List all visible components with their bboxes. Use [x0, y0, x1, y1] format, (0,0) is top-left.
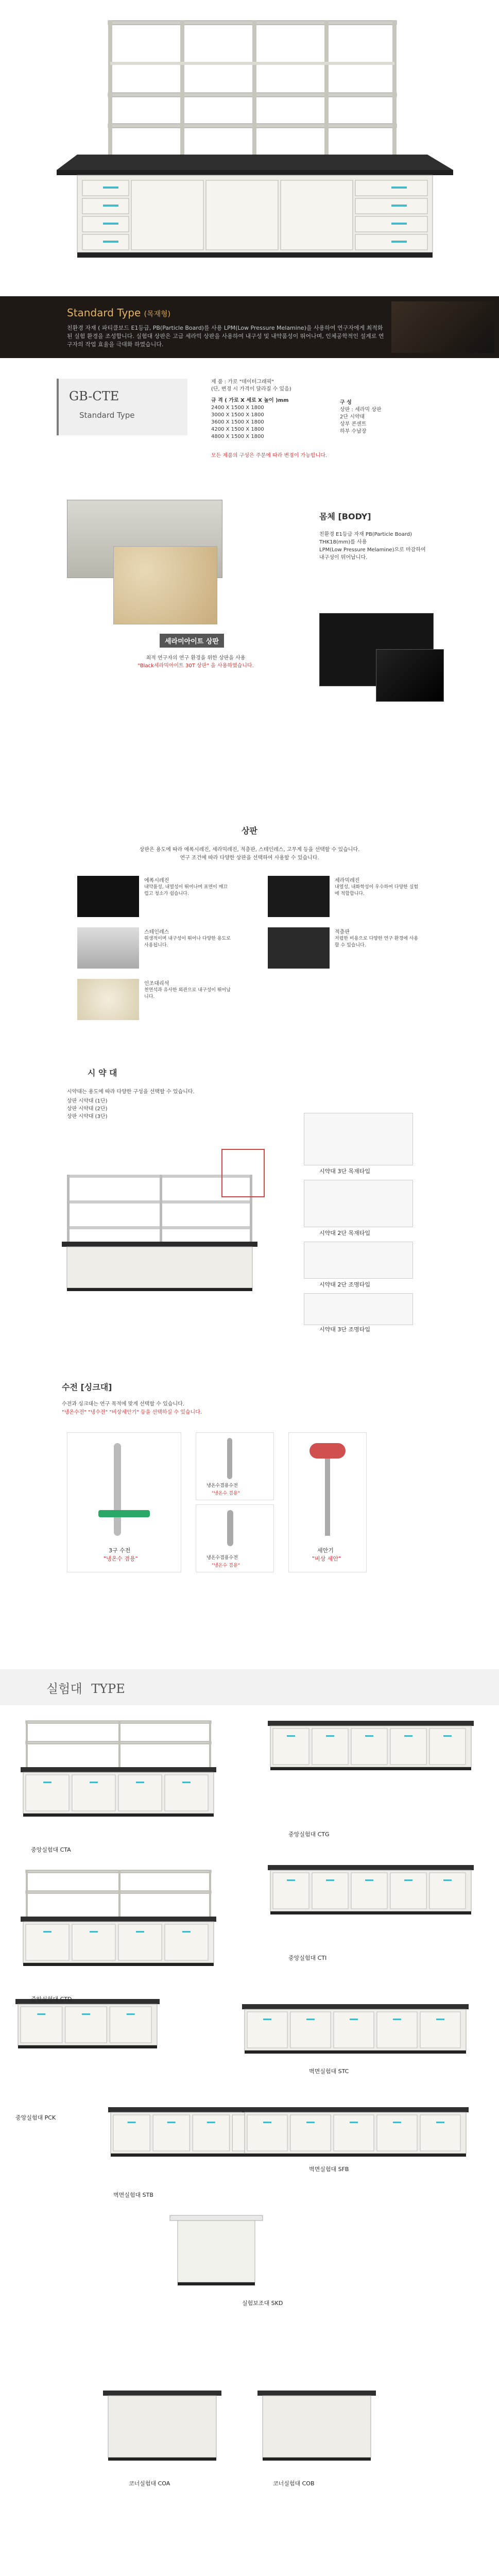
bench-part: [165, 1775, 208, 1811]
bench-part: [127, 2013, 135, 2015]
bench-part: [118, 1924, 162, 1960]
bench-part: [110, 2007, 151, 2043]
type-caption: 코너실험대 COB: [273, 2480, 315, 2487]
bench-part: [273, 1728, 309, 1765]
size-item: 3600 X 1500 X 1800: [211, 419, 264, 425]
bench-part: [72, 1924, 115, 1960]
reagent-thumb: [304, 1293, 413, 1325]
bench-part: [136, 1782, 144, 1783]
faucet-caption: 냉온수겸용수전: [207, 1555, 238, 1561]
bench-part: [390, 1873, 426, 1909]
bench-part: [23, 1814, 214, 1817]
comp-header: 구 성: [340, 400, 352, 405]
size-list: [211, 404, 458, 440]
bench-part: [108, 2458, 216, 2461]
bench-part: [390, 1728, 426, 1765]
faucet-card: [288, 1432, 367, 1572]
bench-part: [23, 1963, 214, 1966]
faucet-card: [67, 1432, 181, 1572]
bench-part: [290, 2115, 331, 2151]
bench-part: [429, 1728, 466, 1765]
bench-part: [270, 1911, 471, 1914]
top-item: [77, 927, 232, 974]
reagent-caption: 시약대 2단 조명타입: [319, 1281, 370, 1288]
types-header: [0, 1669, 499, 1705]
stainless-swatch: [77, 927, 139, 969]
faucet-sub: "냉온수 겸용": [104, 1555, 138, 1562]
top-item-desc: 내약품성, 내열성이 뛰어나며 표면이 매끄럽고 청소가 쉽습니다.: [144, 885, 228, 896]
ceramic-desc: 최적 연구자의 연구 환경을 위한 상판을 사용: [146, 655, 246, 661]
top-item-name: 적층판: [335, 929, 350, 935]
bench-part: [209, 1721, 211, 1767]
bench-part: [209, 1870, 211, 1917]
size-item: 4200 X 1500 X 1800: [211, 427, 264, 432]
sink-intro: 수전과 싱크대는 연구 목적에 맞게 선택할 수 있습니다.: [62, 1401, 184, 1407]
product-label: 제 품 : 가로 "데이터그래픽": [211, 379, 274, 385]
bench-part: [21, 1917, 216, 1922]
bench-part: [404, 1879, 412, 1881]
faucet-card: [196, 1504, 274, 1572]
bench-part: [273, 1873, 309, 1909]
bench-part: [182, 1782, 191, 1783]
size-item: 4800 X 1500 X 1800: [211, 434, 264, 439]
particle-board-photo: [113, 546, 217, 624]
reagent-thumb: [304, 1113, 413, 1165]
reagent-thumb: [304, 1242, 413, 1279]
bench-part: [153, 2115, 190, 2151]
epoxy-swatch: [77, 876, 139, 917]
faucet-caption: 냉온수겸용수전: [207, 1483, 238, 1488]
type-caption: 벽면실험대 STC: [309, 2068, 349, 2075]
reagent-thumb: [304, 1180, 413, 1227]
bench-part: [65, 2007, 107, 2043]
hero-bench-image: [0, 0, 499, 289]
bench-part: [242, 2107, 469, 2112]
bench-part: [420, 2012, 460, 2048]
faucet-image: [227, 1438, 232, 1479]
bench-part: [118, 1721, 121, 1767]
type-caption: 벽면실험대 STB: [113, 2192, 153, 2198]
bench-part: [245, 2050, 466, 2054]
bench-part: [350, 2122, 358, 2123]
bench-part: [377, 2012, 417, 2048]
marble-swatch: [77, 979, 139, 1020]
bench-part: [312, 1728, 348, 1765]
faucet-image: [114, 1443, 121, 1536]
sink-section: [0, 1381, 499, 1623]
standard-image: [391, 301, 494, 353]
reagent-caption: 시약대 3단 조명타입: [319, 1326, 370, 1333]
bench-part: [420, 2115, 460, 2151]
reagent-option: 상판 시약대 (1단): [67, 1098, 108, 1104]
standard-description: 친환경 자재 ( 파티클보드 E1등급, PB(Particle Board)를 사용 LPM(Low Pressure Melamine)을 사용하여 연구자에게 최적화된 실험 환경을 조성합니다. 실험대 상판은 고급 세라믹 상판을 사용하여 내구성 및 내약품성이 뛰어나며, 인체공학적인 설계로 연구자의 작업 효율을 극대화 하였습니다.: [67, 325, 384, 348]
bench-part: [182, 1931, 191, 1933]
bench-part: [118, 1870, 121, 1917]
faucet-sub: "냉온수 겸용": [212, 1491, 240, 1496]
reagent-intro: 시약대는 용도에 따라 다양한 구성을 선택할 수 있습니다.: [67, 1089, 195, 1095]
bench-part: [393, 2019, 401, 2020]
bench-part: [43, 1782, 51, 1783]
type-caption: 중앙실험대 PCK: [15, 2114, 56, 2121]
top-item-desc: 저렴한 비용으로 다양한 연구 환경에 사용할 수 있습니다.: [335, 936, 419, 948]
bench-part: [26, 1775, 69, 1811]
faucet-caption: 세안기: [317, 1547, 334, 1554]
bench-part: [350, 2019, 358, 2020]
top-item: [77, 979, 232, 1025]
ceramic-swatch: [268, 876, 330, 917]
bench-part: [245, 2154, 466, 2157]
bench-part: [90, 1931, 98, 1933]
bench-part: [306, 2122, 315, 2123]
bench-part: [165, 1924, 208, 1960]
eyewash-image: [309, 1443, 346, 1459]
bench-part: [193, 2115, 229, 2151]
bench-part: [290, 2012, 331, 2048]
body-desc: 친환경 E1등급 자재 PB(Particle Board): [319, 532, 412, 537]
standard-title: Standard Type: [67, 307, 141, 319]
bench-part: [118, 1775, 162, 1811]
top-item-desc: 내열성, 내화학성이 우수하여 다양한 실험에 적합합니다.: [335, 885, 419, 896]
bench-part: [263, 2122, 271, 2123]
bench-part: [268, 1865, 474, 1870]
ceramic-desc: "Black세라믹아이트 30T 상판" 을 사용하였습니다.: [137, 663, 254, 669]
comp-item: 상부 콘센트: [340, 421, 367, 427]
type-caption: 벽면실험대 SFB: [309, 2166, 349, 2173]
bench-part: [263, 2396, 371, 2458]
bench-part: [113, 2115, 150, 2151]
bench-part: [90, 1782, 98, 1783]
bench-part: [136, 1931, 144, 1933]
bench-part: [26, 1870, 28, 1917]
faucet-image: [227, 1510, 233, 1546]
body-desc: THK18(mm)를 사용: [319, 539, 367, 545]
model-subtitle: Standard Type: [79, 411, 135, 420]
top-item-name: 스테인레스: [144, 929, 169, 935]
reagent-option: 상판 시약대 (2단): [67, 1106, 108, 1112]
bench-part: [326, 1879, 334, 1881]
bench-part: [108, 2396, 216, 2458]
reagent-option: 상판 시약대 (3단): [67, 1114, 108, 1120]
bench-part: [21, 1767, 216, 1772]
types-section: [0, 1710, 499, 2535]
tops-intro-2: 연구 조건에 따라 다양한 상판을 선택하여 사용할 수 있습니다.: [180, 855, 319, 861]
types-title-en: TYPE: [91, 1682, 125, 1696]
bench-part: [312, 1873, 348, 1909]
tops-intro: 상판은 용도에 따라 에폭시레진, 세라믹레진, 적층판, 스테인레스, 고무계 등을 선택할 수 있습니다.: [139, 847, 360, 853]
type-caption: 중앙실험대 CTI: [288, 1955, 327, 1961]
tops-title: 상판: [242, 826, 257, 836]
bench-part: [334, 2012, 374, 2048]
highlight-box: [221, 1149, 265, 1197]
top-item-name: 세라믹레진: [335, 878, 360, 884]
bench-part: [270, 1767, 471, 1770]
bench-part: [257, 2391, 376, 2396]
bench-part: [287, 1879, 295, 1881]
type-caption: 중앙실험대 CTG: [288, 1831, 330, 1838]
comp-item: 상판 : 세라믹 상판: [340, 407, 382, 413]
bench-part: [26, 1721, 28, 1767]
bench-part: [443, 1879, 452, 1881]
reagent-caption: 시약대 3단 목재타입: [319, 1168, 370, 1175]
ceramic-title: 세라미아이트 상판: [160, 634, 224, 648]
bench-part: [72, 1775, 115, 1811]
bench-part: [436, 2019, 444, 2020]
eyewash-stem: [325, 1459, 330, 1536]
body-desc: LPM(Low Pressure Melamine)으로 마감하여: [319, 547, 426, 553]
reagent-section: [0, 1061, 499, 1333]
bench-part: [287, 1735, 295, 1737]
top-item-name: 에폭시레진: [144, 878, 169, 884]
top-item: [77, 876, 232, 922]
size-header: 규 격 ( 가로 X 세로 X 높이 )mm: [211, 398, 289, 403]
bench-part: [18, 2045, 157, 2048]
bench-part: [26, 1924, 69, 1960]
hero-section: [0, 0, 499, 289]
bench-part: [326, 1735, 334, 1737]
bench-part: [268, 1721, 474, 1726]
bench-part: [334, 2115, 374, 2151]
ceramic-corner-photo: [376, 649, 444, 702]
top-item-name: 인조대리석: [144, 981, 169, 987]
product-note: (단, 변경 시 가격이 달라질 수 있음): [211, 386, 291, 392]
bench-part: [365, 1879, 373, 1881]
bench-part: [306, 2019, 315, 2020]
bench-part: [436, 2122, 444, 2123]
type-caption: 코너실험대 COA: [129, 2480, 170, 2487]
body-section: [0, 495, 499, 737]
comp-item: 2단 시약대: [340, 414, 365, 420]
types-illustrations: [0, 1710, 499, 2535]
types-title: 실험대: [46, 1682, 82, 1696]
standard-title-paren: (목재형): [144, 310, 171, 318]
top-item: [268, 876, 422, 922]
bench-part: [263, 2458, 371, 2461]
top-item-desc: 천연석과 유사한 외관으로 내구성이 뛰어납니다.: [144, 988, 231, 999]
standard-type-band: [0, 296, 499, 358]
bench-part: [170, 2215, 263, 2221]
type-caption: 중앙실험대 CTD: [31, 1996, 72, 2003]
faucet-caption: 3구 수전: [109, 1547, 131, 1554]
comp-item: 하부 수납장: [340, 429, 367, 434]
bench-part: [377, 2115, 417, 2151]
bench-part: [167, 2122, 176, 2123]
bench-part: [43, 1931, 51, 1933]
bench-part: [365, 1735, 373, 1737]
model-name: GB-CTE: [69, 389, 119, 403]
bench-part: [443, 1735, 452, 1737]
body-title: 몸체 [BODY]: [319, 512, 371, 521]
bench-part: [429, 1873, 466, 1909]
size-item: 3000 X 1500 X 1800: [211, 412, 264, 418]
spec-note: 모든 제품의 구성은 주문에 따라 변경이 가능합니다.: [211, 453, 328, 459]
sink-title: 수전 [싱크대]: [62, 1382, 112, 1392]
spec-section: [0, 368, 499, 461]
bench-part: [404, 1735, 412, 1737]
faucet-sub: "비상 세안": [312, 1555, 341, 1562]
bench-part: [393, 2122, 401, 2123]
bench-part: [351, 1873, 387, 1909]
bench-part: [37, 2013, 45, 2015]
top-item-desc: 위생적이며 내구성이 뛰어나 다양한 용도로 사용됩니다.: [144, 936, 231, 948]
tops-section: [0, 824, 499, 1056]
type-caption: 실험보조대 SKD: [242, 2300, 283, 2307]
reagent-caption: 시약대 2단 목재타입: [319, 1230, 370, 1236]
faucet-card: [196, 1432, 274, 1500]
bench-part: [82, 2013, 90, 2015]
faucet-sub: "냉온수 겸용": [212, 1563, 240, 1568]
sink-intro-2: "냉온수전" "냉수전" "비상세안기" 등을 선택하실 수 있습니다.: [62, 1410, 202, 1415]
bench-part: [263, 2019, 271, 2020]
bench-part: [128, 2122, 136, 2123]
reagent-title: 시 약 대: [88, 1068, 117, 1078]
bench-part: [178, 2221, 255, 2282]
bench-part: [21, 2007, 62, 2043]
bench-part: [247, 2115, 287, 2151]
bench-part: [351, 1728, 387, 1765]
bench-part: [242, 2004, 469, 2009]
bench-part: [207, 2122, 215, 2123]
body-desc: 내구성이 뛰어납니다.: [319, 555, 368, 561]
bench-part: [247, 2012, 287, 2048]
model-box: [57, 379, 187, 435]
bench-part: [178, 2282, 255, 2285]
laminate-swatch: [268, 927, 330, 969]
faucet-valve: [98, 1510, 150, 1517]
top-item: [268, 927, 422, 974]
type-caption: 중앙실험대 CTA: [31, 1846, 71, 1853]
size-item: 2400 X 1500 X 1800: [211, 405, 264, 411]
bench-part: [103, 2391, 221, 2396]
